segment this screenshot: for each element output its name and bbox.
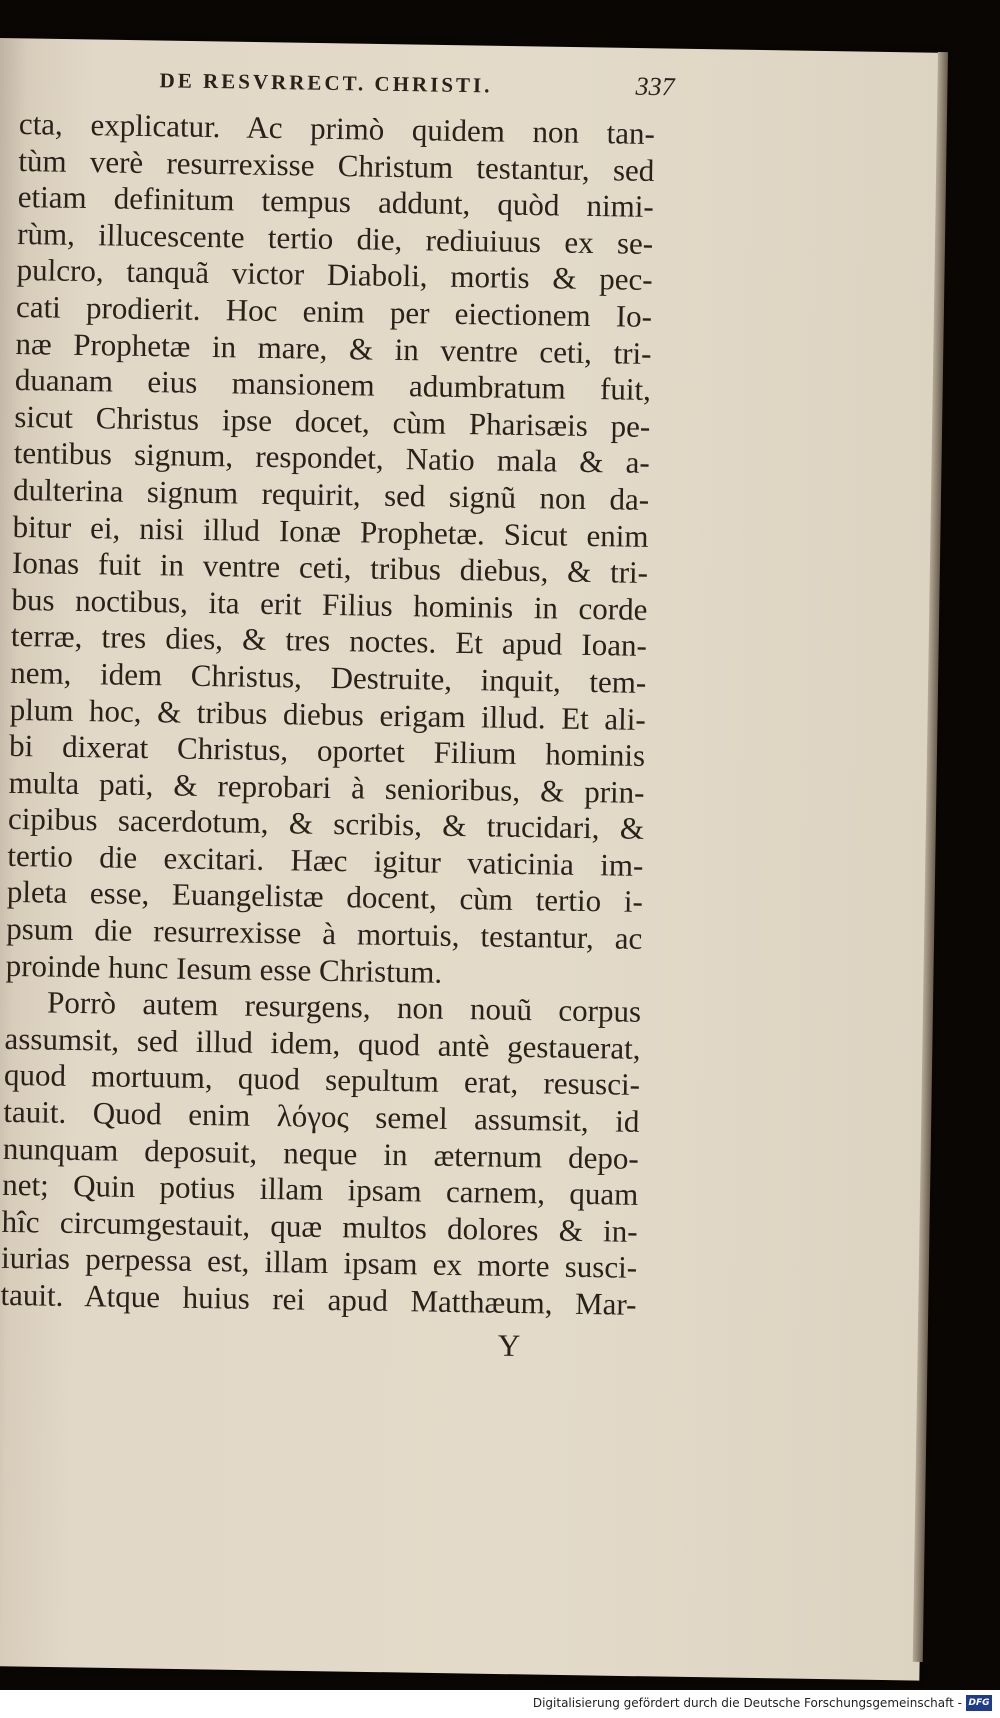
digitization-footer bbox=[0, 1690, 1000, 1718]
text-line: proinde hunc Iesum esse Christum. bbox=[5, 947, 443, 990]
text-line: terræ, tres dies, & tres noctes. Et apud Ioan- bbox=[10, 618, 648, 664]
text-line: bi dixerat Christus, oportet Filium hominis bbox=[8, 728, 646, 773]
text-line: hîc circumgestauit, quæ multos dolores & in- bbox=[1, 1203, 638, 1249]
text-line: plum hoc, & tribus diebus erigam illud. Et ali- bbox=[9, 691, 646, 737]
text-line: quod mortuum, quod sepultum erat, resusci- bbox=[3, 1057, 641, 1103]
paragraph-1 bbox=[5, 106, 689, 995]
page-content bbox=[0, 58, 690, 1368]
text-line: sicut Christus ipse docet, cùm Pharisæis pe- bbox=[14, 398, 651, 444]
text-line: iurias perpessa est, illam ipsam ex morte susci- bbox=[0, 1240, 638, 1286]
text-line: Porrò autem resurgens, non nouũ corpus bbox=[46, 984, 642, 1030]
text-line: nem, idem Christus, Destruite, inquit, tem- bbox=[10, 654, 647, 700]
paragraph-2 bbox=[0, 984, 675, 1324]
text-line: net; Quin potius illam ipsam carnem, quam bbox=[2, 1167, 639, 1213]
text-line: tentibus signum, respondet, Natio mala & a- bbox=[13, 435, 650, 481]
text-line: tauit. Quod enim λόγος semel assumsit, id bbox=[3, 1093, 640, 1139]
text-line: pulcro, tanquã victor Diaboli, mortis & pec- bbox=[16, 252, 653, 298]
text-line: bus noctibus, ita erit Filius hominis in corde bbox=[11, 581, 648, 627]
text-line: pleta esse, Euangelistæ docent, cùm tertio i- bbox=[6, 874, 644, 920]
text-line: næ Prophetæ in mare, & in ventre ceti, tri- bbox=[15, 325, 652, 371]
funding-credit: Digitalisierung gefördert durch die Deutsche Forschungsgemeinschaft - bbox=[532, 1696, 962, 1710]
text-line: etiam definitum tempus addunt, quòd nimi- bbox=[17, 179, 655, 225]
text-line: rùm, illucescente tertio die, rediuiuus ex se- bbox=[16, 215, 654, 261]
text-line: tauit. Atque huius rei apud Matthæum, Mar- bbox=[0, 1276, 637, 1322]
text-line: nunquam deposuit, neque in æternum depo- bbox=[2, 1130, 640, 1176]
text-line: duanam eius mansionem adumbratum fuit, bbox=[14, 362, 652, 408]
catchword: Y bbox=[497, 1327, 521, 1363]
text-line: bitur ei, nisi illud Ionæ Prophetæ. Sicut enim bbox=[12, 508, 649, 554]
text-line: cipibus sacerdotum, & scribis, & trucidari, & bbox=[7, 801, 645, 847]
running-title: DE RESVRRECT. CHRISTI. bbox=[159, 68, 493, 98]
text-line: cta, explicatur. Ac primò quidem non tan- bbox=[18, 105, 656, 151]
text-line: dulterina signum requirit, sed signũ non da- bbox=[12, 471, 650, 517]
text-line: Ionas fuit in ventre ceti, tribus diebus, & tri- bbox=[11, 545, 649, 591]
text-line: tùm verè resurrexisse Christum testantur, sed bbox=[18, 142, 655, 188]
text-line: tertio die excitari. Hæc igitur vaticinia im- bbox=[7, 837, 644, 883]
text-line: psum die resurrexisse à mortuis, testantur, ac bbox=[6, 910, 643, 956]
text-line: multa pati, & reprobari à senioribus, & prin- bbox=[8, 764, 645, 810]
text-line: assumsit, sed illud idem, quod antè gestauerat, bbox=[4, 1020, 641, 1066]
dfg-logo-icon: DFG bbox=[966, 1695, 992, 1711]
page-number: 337 bbox=[635, 71, 675, 102]
text-line: cati prodierit. Hoc enim per eiectionem Io- bbox=[15, 288, 653, 334]
